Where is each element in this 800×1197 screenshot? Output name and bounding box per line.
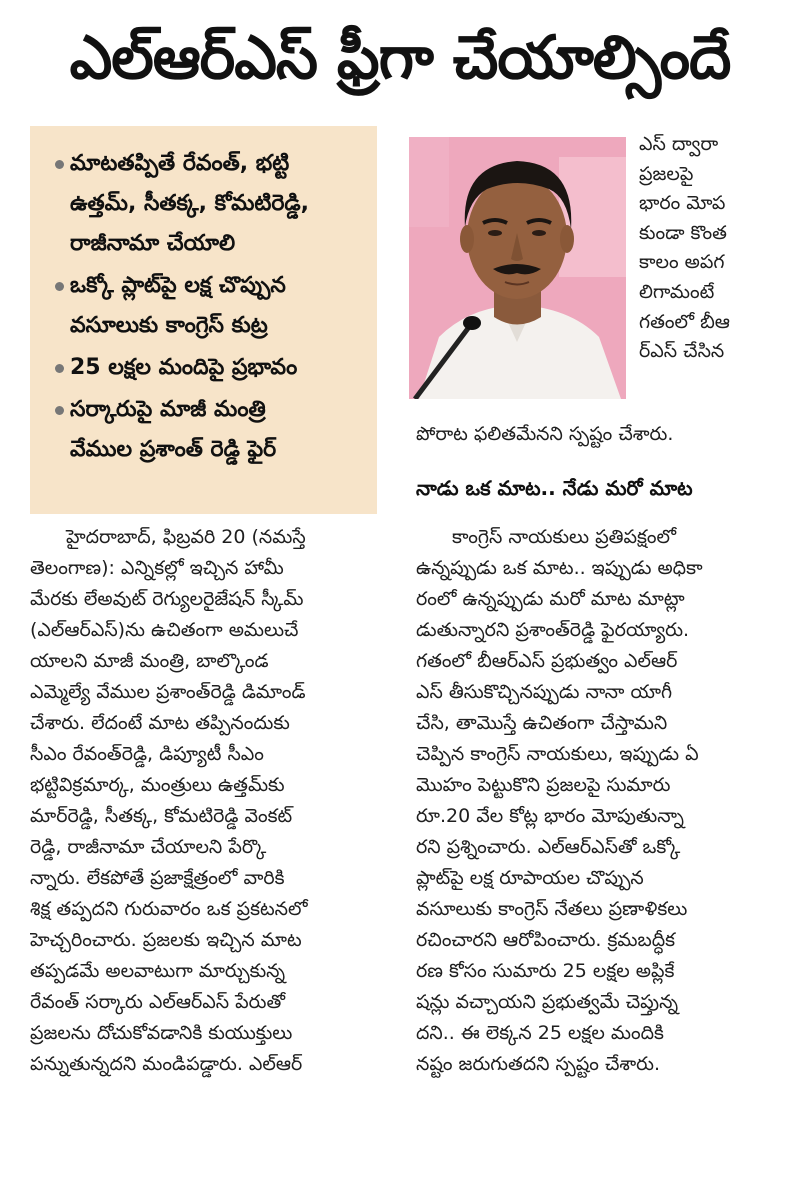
- text-line: రచించారని ఆరోపించారు. క్రమబద్ధీక: [416, 929, 676, 951]
- text-line: ఉన్నప్పుడు ఒక మాట.. ఇప్పుడు అధికా: [416, 557, 703, 579]
- text-line: భట్టివిక్రమార్క, మంత్రులు ఉత్తమ్‌కు: [30, 774, 285, 796]
- bullet-icon: [48, 266, 70, 291]
- highlight-item: [48, 266, 367, 346]
- text-line: భారం మోప: [639, 192, 726, 215]
- text-line: ఎస్ తీసుకొచ్చినప్పుడు నానా యాగీ: [416, 681, 673, 703]
- highlight-line: రాజీనామా చేయాలి: [70, 231, 236, 256]
- portrait-photo: [409, 137, 626, 399]
- headline: ఎల్ఆర్ఎస్ ఫ్రీగా చేయాల్సిందే: [69, 23, 731, 93]
- highlight-line: వేముల ప్రశాంత్ రెడ్డి ఫైర్: [70, 437, 277, 462]
- text-line: పోరాట ఫలితమేనని స్పష్టం చేశారు.: [416, 423, 674, 445]
- text-line: షన్లు వచ్చాయని ప్రభుత్వమే చెప్తున్న: [416, 991, 679, 1013]
- highlight-item: [48, 144, 367, 264]
- text-line: రేవంత్ సర్కారు ఎల్ఆర్ఎస్ పేరుతో: [30, 991, 286, 1013]
- text-line: పన్నుతున్నదని మండిపడ్డారు. ఎల్ఆర్: [30, 1053, 303, 1075]
- text-line: ఎమ్మెల్యే వేముల ప్రశాంత్‌రెడ్డి డిమాండ్: [30, 681, 306, 703]
- text-line: న్నారు. లేకపోతే ప్రజాక్షేత్రంలో వారికి: [30, 867, 285, 889]
- text-line: గతంలో బీఆ: [639, 310, 730, 333]
- text-line: డుతున్నారని ప్రశాంత్‌రెడ్డి ఫైరయ్యారు.: [416, 619, 690, 641]
- text-line: రణ కోసం సుమారు 25 లక్షల అప్లికే: [416, 960, 675, 982]
- highlight-item: [48, 348, 367, 388]
- highlight-line: వసూలుకు కాంగ్రెస్ కుట్ర: [70, 313, 268, 338]
- bullet-icon: [48, 390, 70, 415]
- bullet-icon: [48, 144, 70, 169]
- subheading: నాడు ఒక మాట.. నేడు మరో మాట: [416, 476, 693, 500]
- text-line: హైదరాబాద్, ఫిబ్రవరి 20 (నమస్తే: [66, 526, 306, 548]
- text-line: మార్‌రెడ్డి, సీతక్క, కోమటిరెడ్డి వెంకట్: [30, 805, 293, 827]
- text-line: గతంలో బీఆర్ఎస్ ప్రభుత్వం ఎల్ఆర్: [416, 650, 678, 672]
- highlights-box: [30, 126, 377, 514]
- text-line: రంలో ఉన్నప్పుడు మరో మాట మాట్లా: [416, 588, 685, 610]
- text-line: వసూలుకు కాంగ్రెస్ నేతలు ప్రణాళికలు: [416, 898, 688, 920]
- text-line: దని.. ఈ లెక్కన 25 లక్షల మందికి: [416, 1022, 664, 1044]
- right-column: [416, 522, 790, 1080]
- text-line: యాలని మాజీ మంత్రి, బాల్కొండ: [30, 650, 269, 672]
- highlight-item: [48, 390, 367, 470]
- text-line: రెడ్డి, రాజీనామా చేయాలని పేర్కొ: [30, 836, 267, 858]
- text-line: చేసి, తామొస్తే ఉచితంగా చేస్తామని: [416, 712, 668, 734]
- text-line: చేశారు. లేదంటే మాట తప్పినందుకు: [30, 712, 290, 734]
- left-column: [30, 522, 386, 1080]
- wrap-text: [639, 130, 789, 367]
- text-line: లిగామంటే: [639, 280, 715, 303]
- highlight-line: 25 లక్షల మందిపై ప్రభావం: [70, 355, 298, 380]
- text-line: (ఎల్ఆర్ఎస్)ను ఉచితంగా అమలుచే: [30, 619, 299, 641]
- text-line: రని ప్రశ్నించారు. ఎల్ఆర్ఎస్‌తో ఒక్కో: [416, 836, 681, 858]
- highlight-line: ఉత్తమ్, సీతక్క, కోమటిరెడ్డి,: [70, 191, 310, 216]
- text-line: ప్రజలపై: [639, 162, 694, 185]
- text-line: తప్పడమే అలవాటుగా మార్చుకున్న: [30, 960, 286, 982]
- text-line: ఎస్ ద్వారా: [639, 133, 719, 155]
- text-line: ప్రజలను దోచుకోవడానికి కుయుక్తులు: [30, 1022, 293, 1044]
- text-line: సీఎం రేవంత్‌రెడ్డి, డిప్యూటీ సీఎం: [30, 743, 264, 765]
- text-line: శిక్ష తప్పదని గురువారం ఒక ప్రకటనలో: [30, 898, 308, 920]
- bullet-icon: [48, 348, 70, 373]
- text-line: ప్లాట్‌పై లక్ష రూపాయల చొప్పున: [416, 867, 644, 889]
- highlight-line: సర్కారుపై మాజీ మంత్రి: [70, 397, 266, 422]
- text-line: కాలం అపగ: [639, 251, 725, 274]
- text-line: హెచ్చరించారు. ప్రజలకు ఇచ్చిన మాట: [30, 929, 302, 951]
- text-line: ర్ఎస్ చేసిన: [639, 340, 725, 363]
- text-line: కాంగ్రెస్ నాయకులు ప్రతిపక్షంలో: [452, 526, 677, 548]
- text-line: నష్టం జరుగుతదని స్పష్టం చేశారు.: [416, 1053, 661, 1075]
- highlight-line: మాటతప్పితే రేవంత్, భట్టి: [70, 151, 290, 176]
- text-line: చెప్పిన కాంగ్రెస్ నాయకులు, ఇప్పుడు ఏ: [416, 743, 699, 765]
- text-line: రూ.20 వేల కోట్ల భారం మోపుతున్నా: [416, 805, 684, 827]
- text-line: కుండా కొంత: [639, 221, 727, 244]
- text-line: మేరకు లేఅవుట్ రెగ్యులరైజేషన్ స్కీమ్: [30, 588, 304, 610]
- text-line: మొహం పెట్టుకొని ప్రజలపై సుమారు: [416, 774, 671, 796]
- highlight-line: ఒక్కో ప్లాట్‌పై లక్ష చొప్పున: [70, 273, 286, 298]
- text-line: తెలంగాణ): ఎన్నికల్లో ఇచ్చిన హామీ: [30, 557, 284, 579]
